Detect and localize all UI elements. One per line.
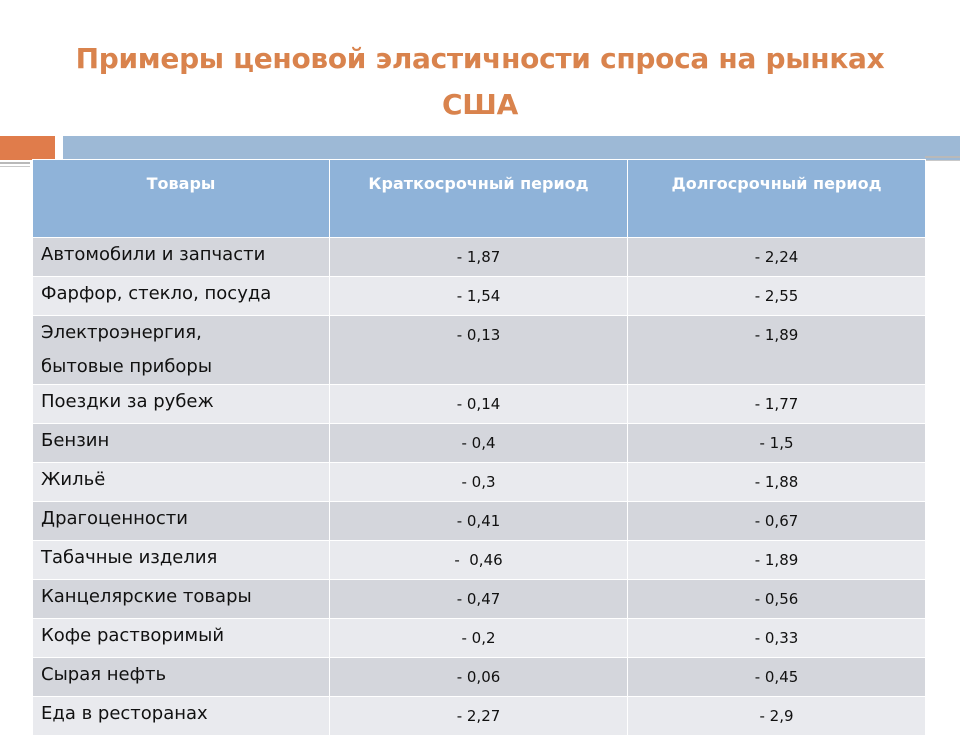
table-row: [33, 463, 926, 502]
table-row: [33, 619, 926, 658]
row-short: - 0,13: [330, 316, 628, 385]
row-name: Поездки за рубеж: [33, 385, 330, 424]
row-name: Бензин: [33, 424, 330, 463]
row-name-line-2: бытовые приборы: [41, 356, 213, 377]
decor-bar-blue: [63, 136, 960, 160]
row-short: - 0,2: [330, 619, 628, 658]
slide-title-line-1: Примеры ценовой эластичности спроса на рынках: [75, 42, 885, 75]
row-short: - 0,14: [330, 385, 628, 424]
row-short: - 2,27: [330, 697, 628, 736]
row-long: - 1,88: [628, 463, 926, 502]
row-short: - 0,06: [330, 658, 628, 697]
row-long: - 1,89: [628, 316, 926, 385]
decor-line-left: [0, 162, 30, 164]
row-name: Автомобили и запчасти: [33, 238, 330, 277]
row-short: - 0,3: [330, 463, 628, 502]
decor-line-right: [925, 156, 960, 158]
row-long: - 0,56: [628, 580, 926, 619]
row-name: Табачные изделия: [33, 541, 330, 580]
row-name: Кофе растворимый: [33, 619, 330, 658]
row-name: Канцелярские товары: [33, 580, 330, 619]
row-name: Еда в ресторанах: [33, 697, 330, 736]
row-long: - 2,55: [628, 277, 926, 316]
row-short: - 0,47: [330, 580, 628, 619]
row-long: - 1,5: [628, 424, 926, 463]
row-long: - 2,24: [628, 238, 926, 277]
row-name: [33, 316, 330, 385]
decor-line-left-thin: [0, 166, 30, 167]
table-row: [33, 316, 926, 385]
decor-line-right-thin: [925, 160, 960, 161]
row-short: - 0,46: [330, 541, 628, 580]
table-row: [33, 697, 926, 736]
header-long-term: Долгосрочный период: [628, 160, 926, 238]
elasticity-table: [32, 159, 926, 736]
table-row: [33, 502, 926, 541]
table-row: [33, 424, 926, 463]
header-goods: Товары: [33, 160, 330, 238]
slide-title-line-2: США: [442, 88, 518, 121]
row-short: - 0,4: [330, 424, 628, 463]
row-long: - 0,45: [628, 658, 926, 697]
slide-title: [0, 36, 960, 128]
table-row: [33, 238, 926, 277]
row-long: - 0,33: [628, 619, 926, 658]
row-name: Сырая нефть: [33, 658, 330, 697]
table-row: [33, 541, 926, 580]
row-name: Фарфор, стекло, посуда: [33, 277, 330, 316]
row-short: - 0,41: [330, 502, 628, 541]
table-row: [33, 277, 926, 316]
table-header-row: [33, 160, 926, 238]
row-name-line-1: Электроэнергия,: [41, 322, 202, 343]
header-short-term: Краткосрочный период: [330, 160, 628, 238]
row-name: Жильё: [33, 463, 330, 502]
row-long: - 0,67: [628, 502, 926, 541]
table-row: [33, 580, 926, 619]
row-long: - 1,77: [628, 385, 926, 424]
row-short: - 1,54: [330, 277, 628, 316]
row-long: - 1,89: [628, 541, 926, 580]
row-short: - 1,87: [330, 238, 628, 277]
row-name: Драгоценности: [33, 502, 330, 541]
table-row: [33, 385, 926, 424]
decor-bar-orange: [0, 136, 55, 160]
table-row: [33, 658, 926, 697]
row-long: - 2,9: [628, 697, 926, 736]
